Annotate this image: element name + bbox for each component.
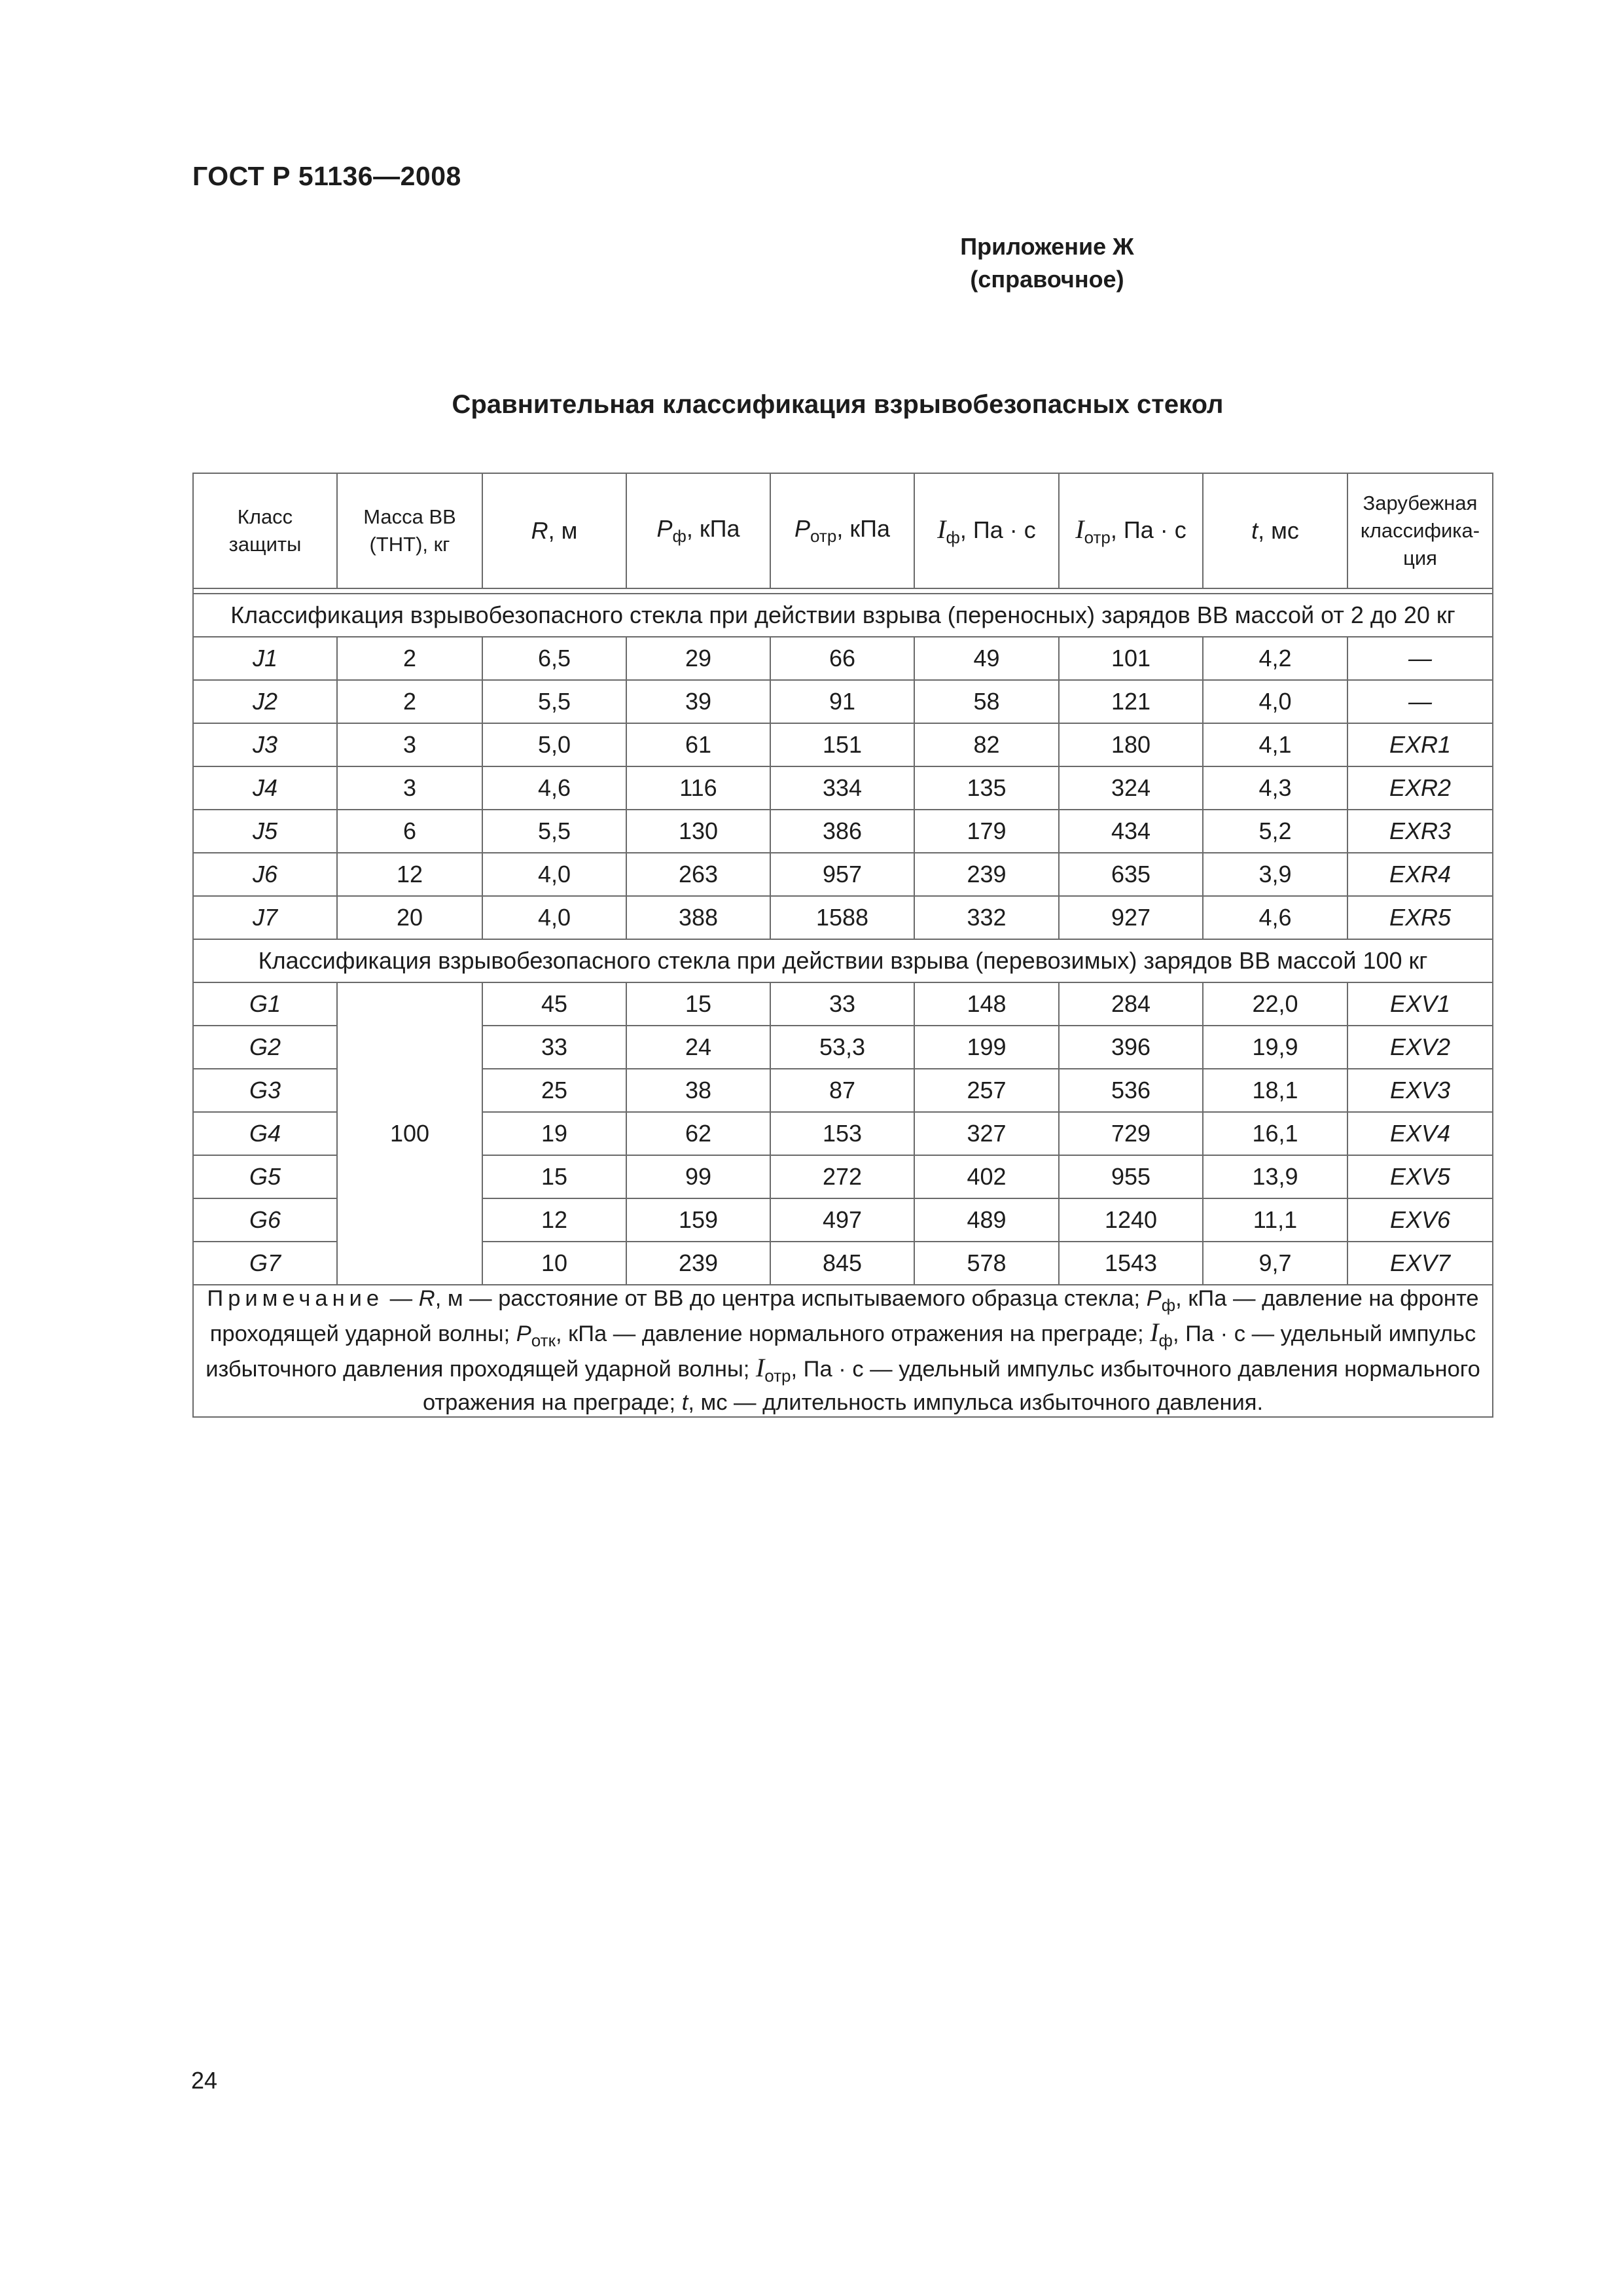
r-cell: 5,0	[482, 723, 626, 766]
r-cell: 12	[482, 1198, 626, 1242]
table-note: Примечание — R, м — расстояние от ВВ до центра испытываемого образца стекла; $P_ф$, кПа — давление на фронте проходящей ударной волны; $P_{отк}$, кПа — давление нормального отражения на преграде; $I_ф$, Па · с — удельный импульс избыточного давления проходящей ударной волны; $I_{отр}$, Па · с — удельный импульс избыточного давления нормального отражения на преграде; t, мс — длительность импульса избыточного давления.	[193, 1285, 1493, 1417]
potr-cell: 1588	[770, 896, 914, 939]
note-row	[193, 1285, 1493, 1417]
document-code: ГОСТ Р 51136—2008	[192, 161, 461, 191]
iotr-cell: 927	[1059, 896, 1203, 939]
r-cell: 4,6	[482, 766, 626, 810]
potr-cell: 272	[770, 1155, 914, 1198]
mass-cell: 2	[337, 637, 482, 680]
if-cell: 327	[914, 1112, 1059, 1155]
iotr-cell: 1543	[1059, 1242, 1203, 1285]
t-cell: 3,9	[1203, 853, 1347, 896]
t-cell: 4,0	[1203, 680, 1347, 723]
col-header-iotr: $I_{отр}$, Па · с	[1059, 473, 1203, 588]
col-header-t: t, мс	[1203, 473, 1347, 588]
class-cell: G2	[193, 1026, 337, 1069]
pf-cell: 24	[626, 1026, 770, 1069]
potr-cell: 153	[770, 1112, 914, 1155]
pf-cell: 116	[626, 766, 770, 810]
t-cell: 9,7	[1203, 1242, 1347, 1285]
iotr-cell: 396	[1059, 1026, 1203, 1069]
class-cell: G1	[193, 982, 337, 1026]
r-cell: 5,5	[482, 680, 626, 723]
iotr-cell: 284	[1059, 982, 1203, 1026]
pf-cell: 99	[626, 1155, 770, 1198]
col-header-potr: $P_{отр}$, кПа	[770, 473, 914, 588]
t-cell: 19,9	[1203, 1026, 1347, 1069]
r-cell: 45	[482, 982, 626, 1026]
appendix-subtitle: (справочное)	[970, 266, 1124, 293]
foreign-class-cell: —	[1347, 680, 1493, 723]
pf-cell: 62	[626, 1112, 770, 1155]
header-separator	[193, 588, 1493, 594]
foreign-class-cell: EXV6	[1347, 1198, 1493, 1242]
foreign-class-cell: EXV5	[1347, 1155, 1493, 1198]
potr-cell: 386	[770, 810, 914, 853]
class-cell: G7	[193, 1242, 337, 1285]
potr-cell: 957	[770, 853, 914, 896]
r-cell: 10	[482, 1242, 626, 1285]
potr-cell: 87	[770, 1069, 914, 1112]
classification-table	[192, 473, 1493, 1418]
class-cell: J5	[193, 810, 337, 853]
foreign-class-cell: EXR1	[1347, 723, 1493, 766]
t-cell: 5,2	[1203, 810, 1347, 853]
class-cell: J2	[193, 680, 337, 723]
pf-cell: 29	[626, 637, 770, 680]
table-row	[193, 853, 1493, 896]
section-row	[193, 594, 1493, 637]
potr-cell: 33	[770, 982, 914, 1026]
iotr-cell: 955	[1059, 1155, 1203, 1198]
section-title-transported: Классификация взрывобезопасного стекла при действии взрыва (перевозимых) зарядов ВВ массой 100 кг	[193, 939, 1493, 982]
pf-cell: 388	[626, 896, 770, 939]
class-cell: G6	[193, 1198, 337, 1242]
r-cell: 33	[482, 1026, 626, 1069]
table-row	[193, 766, 1493, 810]
mass-cell-merged: 100	[337, 982, 482, 1285]
iotr-cell: 101	[1059, 637, 1203, 680]
foreign-class-cell: EXV7	[1347, 1242, 1493, 1285]
class-cell: G5	[193, 1155, 337, 1198]
col-header-if: $I_ф$, Па · с	[914, 473, 1059, 588]
iotr-cell: 729	[1059, 1112, 1203, 1155]
pf-cell: 263	[626, 853, 770, 896]
pf-cell: 15	[626, 982, 770, 1026]
potr-cell: 845	[770, 1242, 914, 1285]
potr-cell: 53,3	[770, 1026, 914, 1069]
class-cell: G3	[193, 1069, 337, 1112]
pf-cell: 130	[626, 810, 770, 853]
if-cell: 58	[914, 680, 1059, 723]
iotr-cell: 434	[1059, 810, 1203, 853]
if-cell: 199	[914, 1026, 1059, 1069]
col-header-r: R, м	[482, 473, 626, 588]
if-cell: 49	[914, 637, 1059, 680]
iotr-cell: 536	[1059, 1069, 1203, 1112]
iotr-cell: 324	[1059, 766, 1203, 810]
section-row	[193, 939, 1493, 982]
if-cell: 135	[914, 766, 1059, 810]
iotr-cell: 1240	[1059, 1198, 1203, 1242]
r-cell: 5,5	[482, 810, 626, 853]
foreign-class-cell: EXR5	[1347, 896, 1493, 939]
pf-cell: 39	[626, 680, 770, 723]
mass-cell: 3	[337, 766, 482, 810]
foreign-class-cell: EXR4	[1347, 853, 1493, 896]
foreign-class-cell: EXV1	[1347, 982, 1493, 1026]
t-cell: 16,1	[1203, 1112, 1347, 1155]
col-header-foreign: Зарубежная классифика- ция	[1347, 473, 1493, 588]
if-cell: 257	[914, 1069, 1059, 1112]
portable-rows	[193, 637, 1493, 939]
iotr-cell: 180	[1059, 723, 1203, 766]
iotr-cell: 635	[1059, 853, 1203, 896]
r-cell: 4,0	[482, 853, 626, 896]
table-row	[193, 637, 1493, 680]
class-cell: J6	[193, 853, 337, 896]
class-cell: G4	[193, 1112, 337, 1155]
foreign-class-cell: —	[1347, 637, 1493, 680]
r-cell: 15	[482, 1155, 626, 1198]
r-cell: 6,5	[482, 637, 626, 680]
potr-cell: 497	[770, 1198, 914, 1242]
if-cell: 332	[914, 896, 1059, 939]
col-header-pf: $P_ф$, кПа	[626, 473, 770, 588]
col-header-mass: Масса ВВ (ТНТ), кг	[337, 473, 482, 588]
class-cell: J7	[193, 896, 337, 939]
class-cell: J4	[193, 766, 337, 810]
potr-cell: 91	[770, 680, 914, 723]
t-cell: 13,9	[1203, 1155, 1347, 1198]
transported-rows	[193, 982, 1493, 1285]
mass-cell: 12	[337, 853, 482, 896]
foreign-class-cell: EXV4	[1347, 1112, 1493, 1155]
t-cell: 22,0	[1203, 982, 1347, 1026]
r-cell: 19	[482, 1112, 626, 1155]
table-title: Сравнительная классификация взрывобезопасных стекол	[452, 390, 1224, 419]
foreign-class-cell: EXV2	[1347, 1026, 1493, 1069]
foreign-class-cell: EXV3	[1347, 1069, 1493, 1112]
foreign-class-cell: EXR3	[1347, 810, 1493, 853]
mass-cell: 3	[337, 723, 482, 766]
table-row	[193, 896, 1493, 939]
section-title-portable: Классификация взрывобезопасного стекла при действии взрыва (переносных) зарядов ВВ массой от 2 до 20 кг	[193, 594, 1493, 637]
r-cell: 4,0	[482, 896, 626, 939]
table-row	[193, 680, 1493, 723]
table-row	[193, 810, 1493, 853]
col-header-class: Класс защиты	[193, 473, 337, 588]
if-cell: 239	[914, 853, 1059, 896]
if-cell: 489	[914, 1198, 1059, 1242]
appendix-title: Приложение Ж	[960, 233, 1134, 260]
table-row	[193, 723, 1493, 766]
if-cell: 82	[914, 723, 1059, 766]
class-cell: J3	[193, 723, 337, 766]
r-cell: 25	[482, 1069, 626, 1112]
t-cell: 4,6	[1203, 896, 1347, 939]
pf-cell: 159	[626, 1198, 770, 1242]
potr-cell: 334	[770, 766, 914, 810]
pf-cell: 38	[626, 1069, 770, 1112]
table-row	[193, 982, 1493, 1026]
t-cell: 18,1	[1203, 1069, 1347, 1112]
pf-cell: 239	[626, 1242, 770, 1285]
table-header-row	[193, 473, 1493, 588]
foreign-class-cell: EXR2	[1347, 766, 1493, 810]
mass-cell: 20	[337, 896, 482, 939]
mass-cell: 6	[337, 810, 482, 853]
class-cell: J1	[193, 637, 337, 680]
if-cell: 148	[914, 982, 1059, 1026]
iotr-cell: 121	[1059, 680, 1203, 723]
t-cell: 4,1	[1203, 723, 1347, 766]
t-cell: 4,3	[1203, 766, 1347, 810]
if-cell: 402	[914, 1155, 1059, 1198]
if-cell: 578	[914, 1242, 1059, 1285]
t-cell: 4,2	[1203, 637, 1347, 680]
pf-cell: 61	[626, 723, 770, 766]
mass-cell: 2	[337, 680, 482, 723]
potr-cell: 66	[770, 637, 914, 680]
page-number: 24	[191, 2067, 218, 2094]
t-cell: 11,1	[1203, 1198, 1347, 1242]
potr-cell: 151	[770, 723, 914, 766]
if-cell: 179	[914, 810, 1059, 853]
appendix-heading	[0, 230, 1623, 296]
